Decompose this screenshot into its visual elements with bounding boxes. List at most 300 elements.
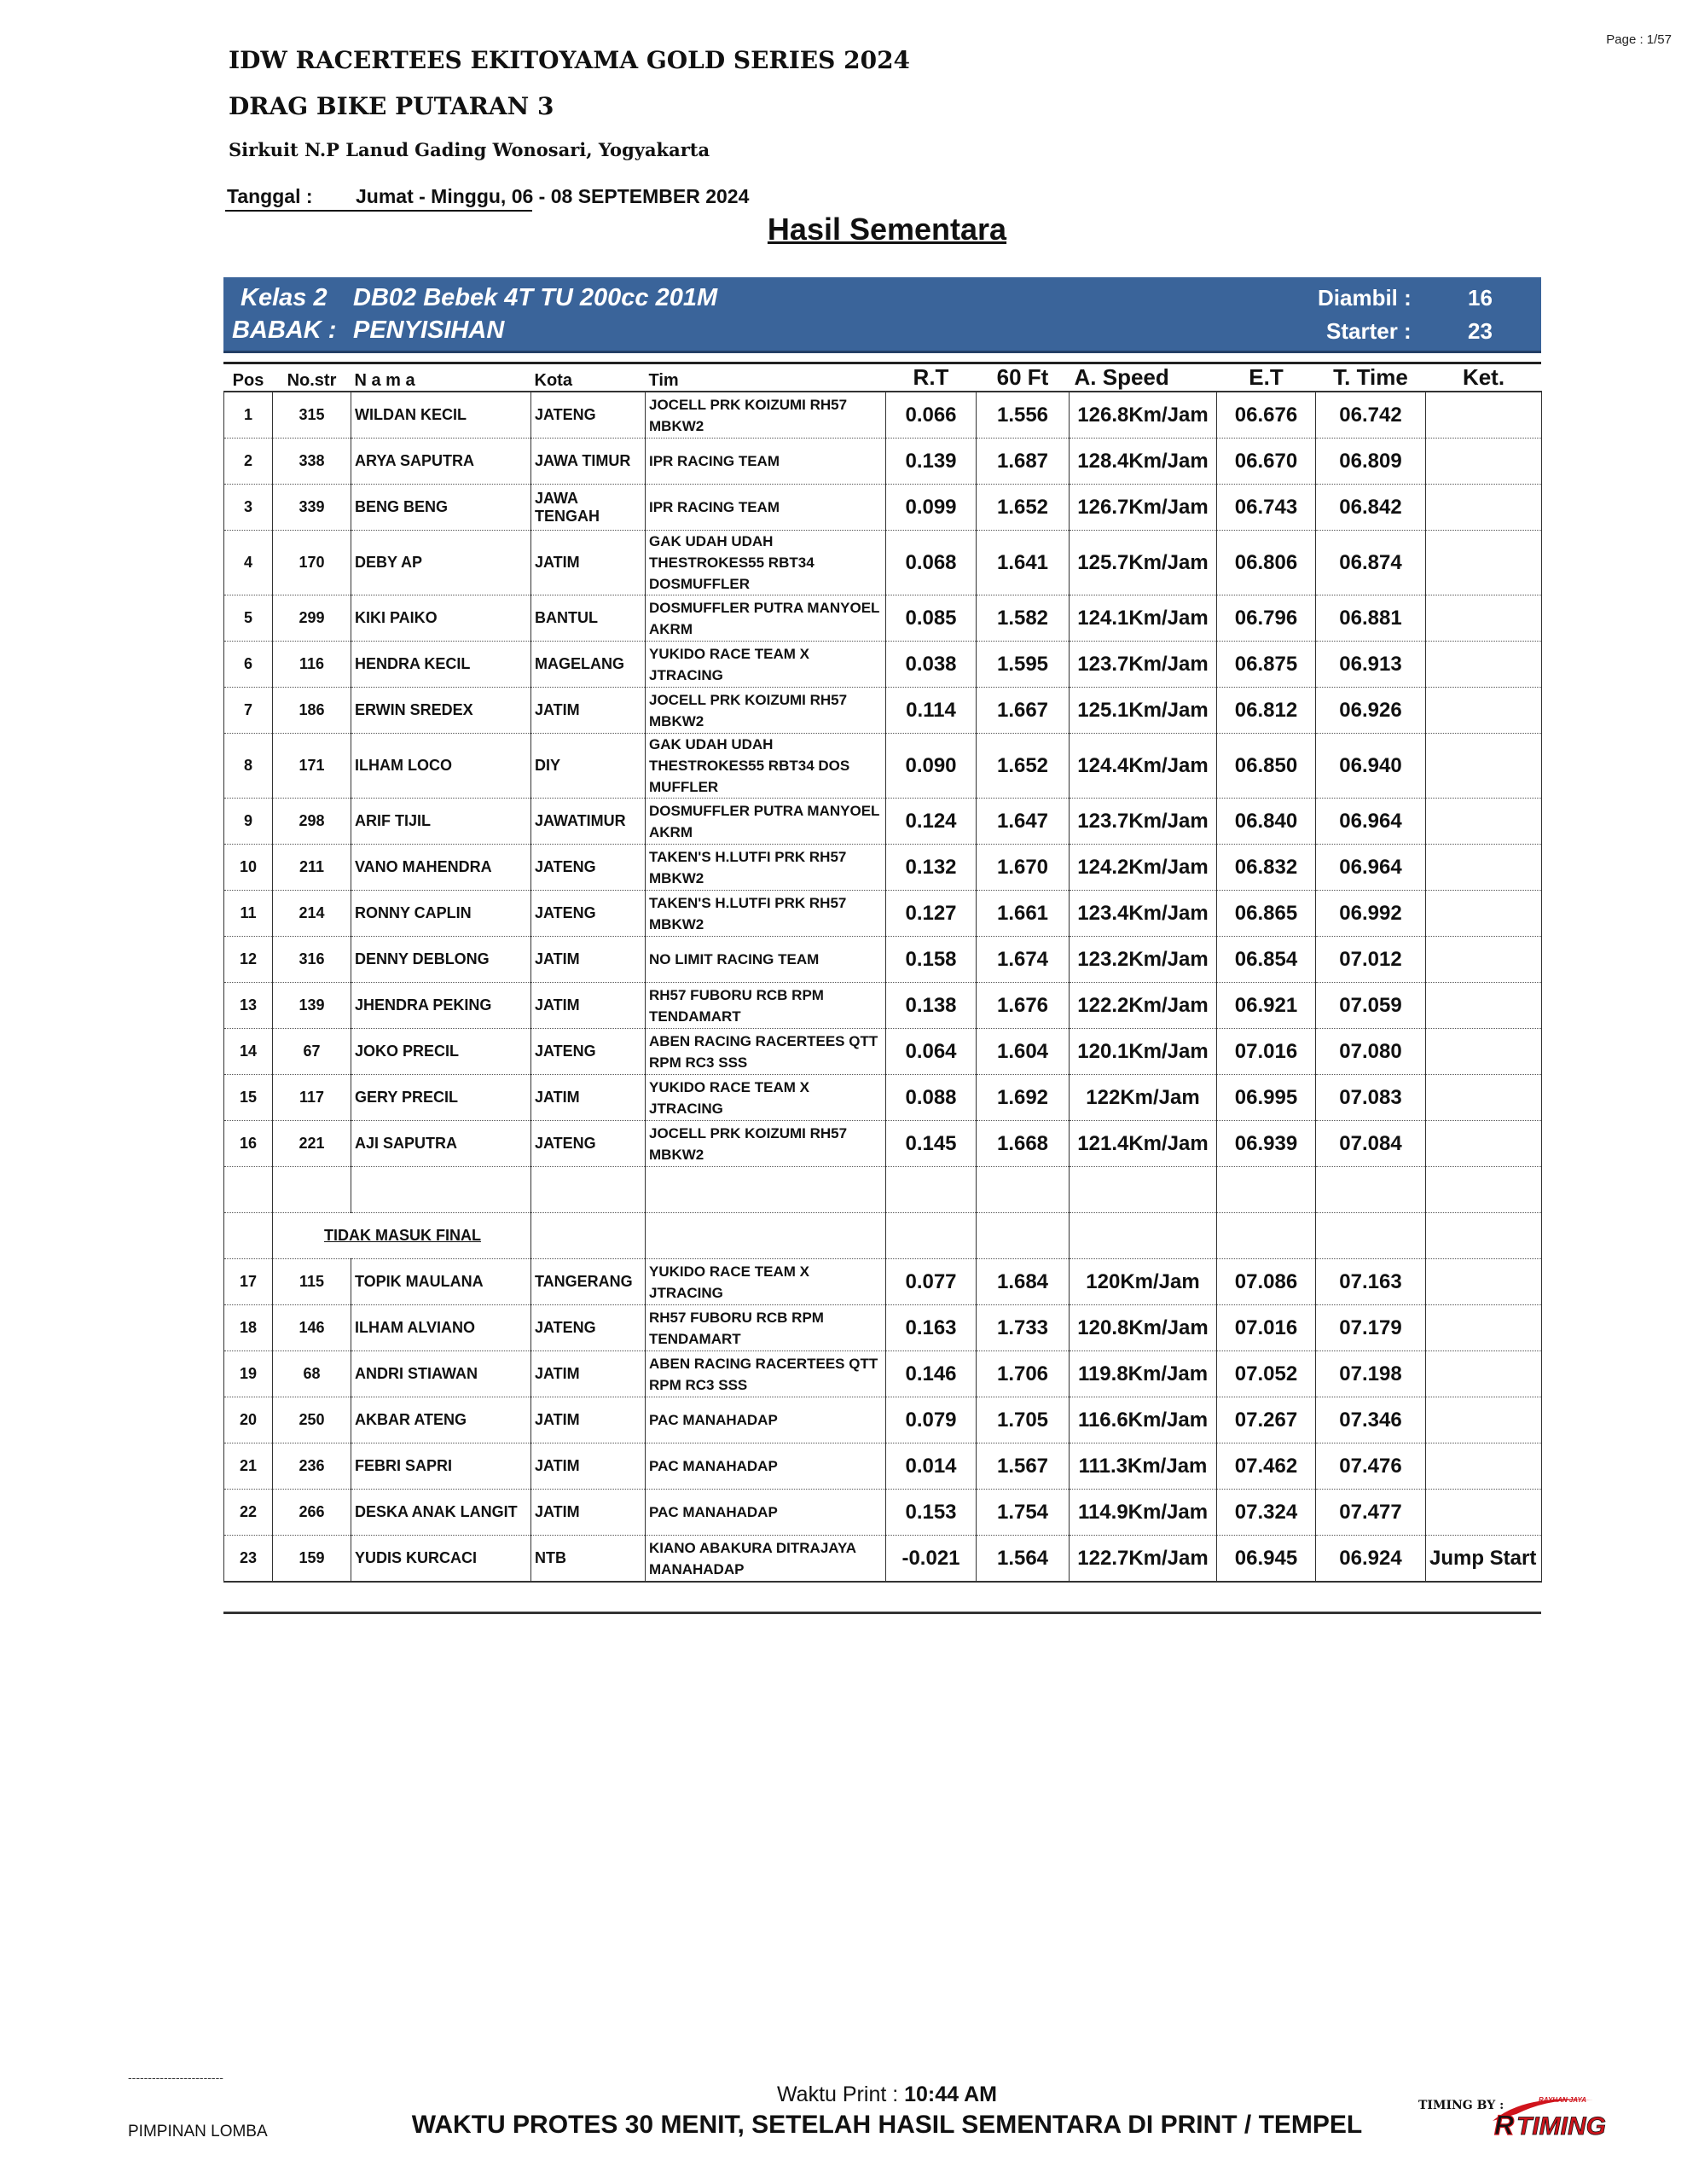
empty-cell xyxy=(531,1167,646,1213)
cell-city: JATIM xyxy=(531,531,646,595)
cell-city: JATIM xyxy=(531,1075,646,1121)
cell-team: RH57 FUBORU RCB RPM TENDAMART xyxy=(646,1305,886,1351)
empty-cell xyxy=(224,1213,273,1259)
cell-avg-speed: 123.2Km/Jam xyxy=(1070,937,1217,983)
cell-rider-name: FEBRI SAPRI xyxy=(351,1443,531,1490)
empty-cell xyxy=(1217,1213,1316,1259)
cell-team: IPR RACING TEAM xyxy=(646,439,886,485)
cell-sixty-ft: 1.676 xyxy=(977,983,1070,1029)
cell-elapsed-time: 06.945 xyxy=(1217,1536,1316,1583)
cell-rider-name: ILHAM LOCO xyxy=(351,734,531,799)
cell-remark xyxy=(1426,845,1542,891)
cell-elapsed-time: 06.850 xyxy=(1217,734,1316,799)
cell-elapsed-time: 07.086 xyxy=(1217,1259,1316,1305)
cell-elapsed-time: 07.016 xyxy=(1217,1305,1316,1351)
cell-remark xyxy=(1426,799,1542,845)
cell-start-number: 338 xyxy=(273,439,351,485)
cell-total-time: 07.179 xyxy=(1316,1305,1426,1351)
signature-label: PIMPINAN LOMBA xyxy=(128,2123,268,2140)
cell-start-number: 68 xyxy=(273,1351,351,1397)
cell-rider-name: RONNY CAPLIN xyxy=(351,891,531,937)
cell-elapsed-time: 07.016 xyxy=(1217,1029,1316,1075)
empty-cell xyxy=(273,1167,351,1213)
cell-reaction-time: 0.014 xyxy=(886,1443,977,1490)
cell-rider-name: DESKA ANAK LANGIT xyxy=(351,1490,531,1536)
cell-reaction-time: 0.114 xyxy=(886,688,977,734)
cell-elapsed-time: 06.670 xyxy=(1217,439,1316,485)
table-row xyxy=(224,688,1542,734)
cell-reaction-time: 0.158 xyxy=(886,937,977,983)
cell-total-time: 07.012 xyxy=(1316,937,1426,983)
cell-rider-name: ANDRI STIAWAN xyxy=(351,1351,531,1397)
cell-start-number: 211 xyxy=(273,845,351,891)
circuit-name: Sirkuit N.P Lanud Gading Wonosari, Yogyakarta xyxy=(229,139,710,160)
cell-start-number: 117 xyxy=(273,1075,351,1121)
print-time-label: Waktu Print : xyxy=(777,2082,905,2106)
cell-start-number: 170 xyxy=(273,531,351,595)
cell-total-time: 06.940 xyxy=(1316,734,1426,799)
cell-rider-name: ARIF TIJIL xyxy=(351,799,531,845)
cell-team: TAKEN'S H.LUTFI PRK RH57 MBKW2 xyxy=(646,845,886,891)
cell-elapsed-time: 06.995 xyxy=(1217,1075,1316,1121)
cell-total-time: 07.080 xyxy=(1316,1029,1426,1075)
col-header-nostr: No.str xyxy=(287,371,337,390)
cell-sixty-ft: 1.556 xyxy=(977,392,1070,439)
cell-avg-speed: 125.7Km/Jam xyxy=(1070,531,1217,595)
cell-total-time: 07.059 xyxy=(1316,983,1426,1029)
col-header-rt: R.T xyxy=(913,364,949,390)
cell-sixty-ft: 1.667 xyxy=(977,688,1070,734)
cell-city: BANTUL xyxy=(531,595,646,642)
col-header-pos: Pos xyxy=(232,371,264,390)
cell-rider-name: YUDIS KURCACI xyxy=(351,1536,531,1583)
cell-start-number: 316 xyxy=(273,937,351,983)
table-row xyxy=(224,937,1542,983)
cell-remark xyxy=(1426,891,1542,937)
cell-sixty-ft: 1.652 xyxy=(977,485,1070,531)
cell-start-number: 115 xyxy=(273,1259,351,1305)
cell-city: JATENG xyxy=(531,891,646,937)
cell-avg-speed: 122Km/Jam xyxy=(1070,1075,1217,1121)
cell-pos: 8 xyxy=(224,734,273,799)
cell-rider-name: VANO MAHENDRA xyxy=(351,845,531,891)
cell-start-number: 186 xyxy=(273,688,351,734)
cell-total-time: 06.881 xyxy=(1316,595,1426,642)
cell-team: TAKEN'S H.LUTFI PRK RH57 MBKW2 xyxy=(646,891,886,937)
cell-team: JOCELL PRK KOIZUMI RH57 MBKW2 xyxy=(646,392,886,439)
cell-avg-speed: 122.7Km/Jam xyxy=(1070,1536,1217,1583)
cell-sixty-ft: 1.674 xyxy=(977,937,1070,983)
cell-elapsed-time: 06.812 xyxy=(1217,688,1316,734)
cell-elapsed-time: 07.267 xyxy=(1217,1397,1316,1443)
cell-avg-speed: 114.9Km/Jam xyxy=(1070,1490,1217,1536)
date-value: Jumat - Minggu, 06 - 08 SEPTEMBER 2024 xyxy=(356,185,750,207)
empty-cell xyxy=(1426,1213,1542,1259)
cell-avg-speed: 124.4Km/Jam xyxy=(1070,734,1217,799)
cell-sixty-ft: 1.647 xyxy=(977,799,1070,845)
table-row xyxy=(224,1443,1542,1490)
cell-pos: 9 xyxy=(224,799,273,845)
cell-start-number: 299 xyxy=(273,595,351,642)
cell-avg-speed: 124.2Km/Jam xyxy=(1070,845,1217,891)
table-row xyxy=(224,1305,1542,1351)
empty-cell xyxy=(886,1167,977,1213)
cell-remark xyxy=(1426,485,1542,531)
table-row xyxy=(224,485,1542,531)
col-header-60ft: 60 Ft xyxy=(996,364,1049,390)
cell-city: MAGELANG xyxy=(531,642,646,688)
cell-sixty-ft: 1.668 xyxy=(977,1121,1070,1167)
empty-cell xyxy=(977,1167,1070,1213)
cell-reaction-time: 0.153 xyxy=(886,1490,977,1536)
cell-sixty-ft: 1.641 xyxy=(977,531,1070,595)
result-title: Hasil Sementara xyxy=(767,212,1007,247)
cell-pos: 15 xyxy=(224,1075,273,1121)
cell-team: GAK UDAH UDAH THESTROKES55 RBT34 DOS MUFFLER xyxy=(646,734,886,799)
empty-cell xyxy=(224,1167,273,1213)
table-row xyxy=(224,1351,1542,1397)
cell-avg-speed: 120.8Km/Jam xyxy=(1070,1305,1217,1351)
cell-total-time: 07.477 xyxy=(1316,1490,1426,1536)
col-header-et: E.T xyxy=(1249,364,1284,390)
cell-sixty-ft: 1.670 xyxy=(977,845,1070,891)
class-banner xyxy=(223,277,1541,353)
cell-sixty-ft: 1.652 xyxy=(977,734,1070,799)
cell-pos: 6 xyxy=(224,642,273,688)
cell-pos: 22 xyxy=(224,1490,273,1536)
cell-pos: 7 xyxy=(224,688,273,734)
empty-cell xyxy=(646,1167,886,1213)
cell-pos: 11 xyxy=(224,891,273,937)
cell-total-time: 06.964 xyxy=(1316,799,1426,845)
cell-reaction-time: 0.139 xyxy=(886,439,977,485)
cell-remark xyxy=(1426,595,1542,642)
cell-rider-name: BENG BENG xyxy=(351,485,531,531)
cell-start-number: 171 xyxy=(273,734,351,799)
empty-cell xyxy=(1070,1213,1217,1259)
timing-logo xyxy=(1491,2088,1636,2140)
cell-reaction-time: 0.085 xyxy=(886,595,977,642)
cell-start-number: 315 xyxy=(273,392,351,439)
cell-start-number: 116 xyxy=(273,642,351,688)
cell-pos: 2 xyxy=(224,439,273,485)
cell-remark xyxy=(1426,1075,1542,1121)
table-row xyxy=(224,531,1542,595)
cell-total-time: 07.084 xyxy=(1316,1121,1426,1167)
cell-sixty-ft: 1.692 xyxy=(977,1075,1070,1121)
table-row xyxy=(224,1075,1542,1121)
cell-total-time: 07.163 xyxy=(1316,1259,1426,1305)
cell-city: TANGERANG xyxy=(531,1259,646,1305)
empty-cell xyxy=(1426,1167,1542,1213)
cell-sixty-ft: 1.684 xyxy=(977,1259,1070,1305)
cell-remark xyxy=(1426,1259,1542,1305)
diambil-label: Diambil : xyxy=(1318,285,1412,311)
cell-sixty-ft: 1.687 xyxy=(977,439,1070,485)
empty-cell xyxy=(977,1213,1070,1259)
cell-city: JATIM xyxy=(531,1443,646,1490)
cell-city: JATIM xyxy=(531,983,646,1029)
cell-remark xyxy=(1426,983,1542,1029)
non-final-label: TIDAK MASUK FINAL xyxy=(273,1213,531,1259)
cell-reaction-time: 0.127 xyxy=(886,891,977,937)
cell-elapsed-time: 07.052 xyxy=(1217,1351,1316,1397)
cell-remark xyxy=(1426,1443,1542,1490)
cell-city: JATENG xyxy=(531,1029,646,1075)
section-label-row xyxy=(224,1213,1542,1259)
cell-reaction-time: 0.064 xyxy=(886,1029,977,1075)
cell-total-time: 07.083 xyxy=(1316,1075,1426,1121)
cell-city: JATIM xyxy=(531,1397,646,1443)
cell-remark xyxy=(1426,1305,1542,1351)
cell-team: IPR RACING TEAM xyxy=(646,485,886,531)
cell-avg-speed: 120Km/Jam xyxy=(1070,1259,1217,1305)
empty-cell xyxy=(351,1167,531,1213)
cell-team: ABEN RACING RACERTEES QTT RPM RC3 SSS xyxy=(646,1351,886,1397)
cell-city: JATIM xyxy=(531,1351,646,1397)
cell-reaction-time: 0.038 xyxy=(886,642,977,688)
babak-name: PENYISIHAN xyxy=(353,317,505,344)
cell-start-number: 139 xyxy=(273,983,351,1029)
cell-pos: 10 xyxy=(224,845,273,891)
cell-start-number: 214 xyxy=(273,891,351,937)
cell-rider-name: TOPIK MAULANA xyxy=(351,1259,531,1305)
cell-team: PAC MANAHADAP xyxy=(646,1397,886,1443)
cell-team: YUKIDO RACE TEAM X JTRACING xyxy=(646,642,886,688)
cell-city: JATIM xyxy=(531,937,646,983)
cell-rider-name: ILHAM ALVIANO xyxy=(351,1305,531,1351)
cell-city: JATENG xyxy=(531,1121,646,1167)
cell-team: NO LIMIT RACING TEAM xyxy=(646,937,886,983)
table-row xyxy=(224,1490,1542,1536)
cell-team: KIANO ABAKURA DITRAJAYA MANAHADAP xyxy=(646,1536,886,1583)
cell-total-time: 06.874 xyxy=(1316,531,1426,595)
cell-total-time: 07.476 xyxy=(1316,1443,1426,1490)
cell-avg-speed: 119.8Km/Jam xyxy=(1070,1351,1217,1397)
empty-cell xyxy=(531,1213,646,1259)
cell-reaction-time: 0.163 xyxy=(886,1305,977,1351)
cell-team: DOSMUFFLER PUTRA MANYOEL AKRM xyxy=(646,595,886,642)
page-number: Page : 1/57 xyxy=(1606,32,1672,47)
table-row xyxy=(224,1536,1542,1583)
cell-sixty-ft: 1.567 xyxy=(977,1443,1070,1490)
cell-pos: 16 xyxy=(224,1121,273,1167)
table-row xyxy=(224,642,1542,688)
cell-reaction-time: 0.090 xyxy=(886,734,977,799)
cell-start-number: 221 xyxy=(273,1121,351,1167)
cell-elapsed-time: 06.676 xyxy=(1217,392,1316,439)
cell-city: JAWA TIMUR xyxy=(531,439,646,485)
starter-label: Starter : xyxy=(1326,318,1412,344)
table-bottom-rule xyxy=(223,1612,1541,1614)
kelas-name: DB02 Bebek 4T TU 200cc 201M xyxy=(353,284,718,311)
cell-pos: 21 xyxy=(224,1443,273,1490)
cell-start-number: 266 xyxy=(273,1490,351,1536)
cell-reaction-time: 0.068 xyxy=(886,531,977,595)
cell-remark xyxy=(1426,439,1542,485)
cell-start-number: 250 xyxy=(273,1397,351,1443)
cell-team: YUKIDO RACE TEAM X JTRACING xyxy=(646,1075,886,1121)
logo-small-text: RAYHAN JAYA xyxy=(1539,2096,1587,2104)
cell-avg-speed: 124.1Km/Jam xyxy=(1070,595,1217,642)
cell-remark xyxy=(1426,1029,1542,1075)
cell-pos: 13 xyxy=(224,983,273,1029)
empty-cell xyxy=(1070,1167,1217,1213)
cell-elapsed-time: 06.806 xyxy=(1217,531,1316,595)
starter-value: 23 xyxy=(1468,318,1493,344)
cell-pos: 19 xyxy=(224,1351,273,1397)
cell-pos: 23 xyxy=(224,1536,273,1583)
cell-sixty-ft: 1.733 xyxy=(977,1305,1070,1351)
table-row xyxy=(224,595,1542,642)
cell-pos: 18 xyxy=(224,1305,273,1351)
babak-label: BABAK : xyxy=(232,317,337,344)
cell-team: DOSMUFFLER PUTRA MANYOEL AKRM xyxy=(646,799,886,845)
cell-elapsed-time: 06.796 xyxy=(1217,595,1316,642)
table-row xyxy=(224,891,1542,937)
cell-remark xyxy=(1426,392,1542,439)
cell-elapsed-time: 06.865 xyxy=(1217,891,1316,937)
cell-start-number: 146 xyxy=(273,1305,351,1351)
empty-cell xyxy=(886,1213,977,1259)
col-header-kota: Kota xyxy=(534,371,572,390)
table-row xyxy=(224,799,1542,845)
cell-avg-speed: 116.6Km/Jam xyxy=(1070,1397,1217,1443)
cell-avg-speed: 123.7Km/Jam xyxy=(1070,642,1217,688)
cell-avg-speed: 122.2Km/Jam xyxy=(1070,983,1217,1029)
empty-cell xyxy=(646,1213,886,1259)
cell-pos: 5 xyxy=(224,595,273,642)
cell-reaction-time: 0.088 xyxy=(886,1075,977,1121)
date-label: Tanggal : xyxy=(227,185,313,207)
cell-rider-name: AJI SAPUTRA xyxy=(351,1121,531,1167)
cell-city: JATENG xyxy=(531,845,646,891)
event-subtitle: DRAG BIKE PUTARAN 3 xyxy=(229,92,554,120)
cell-avg-speed: 126.7Km/Jam xyxy=(1070,485,1217,531)
cell-rider-name: ARYA SAPUTRA xyxy=(351,439,531,485)
cell-sixty-ft: 1.705 xyxy=(977,1397,1070,1443)
cell-total-time: 06.742 xyxy=(1316,392,1426,439)
cell-remark xyxy=(1426,1121,1542,1167)
cell-avg-speed: 123.4Km/Jam xyxy=(1070,891,1217,937)
cell-elapsed-time: 07.324 xyxy=(1217,1490,1316,1536)
cell-pos: 1 xyxy=(224,392,273,439)
cell-city: JATIM xyxy=(531,1490,646,1536)
logo-r-letter: R xyxy=(1494,2110,1515,2140)
col-header-tim: Tim xyxy=(648,371,679,390)
col-header-ttime: T. Time xyxy=(1333,364,1408,390)
cell-pos: 14 xyxy=(224,1029,273,1075)
cell-avg-speed: 125.1Km/Jam xyxy=(1070,688,1217,734)
col-header-ket: Ket. xyxy=(1462,364,1505,390)
kelas-label: Kelas 2 xyxy=(241,284,328,311)
cell-total-time: 07.346 xyxy=(1316,1397,1426,1443)
cell-sixty-ft: 1.564 xyxy=(977,1536,1070,1583)
cell-team: PAC MANAHADAP xyxy=(646,1443,886,1490)
signature-line: ------------------------ xyxy=(128,2071,223,2084)
cell-sixty-ft: 1.604 xyxy=(977,1029,1070,1075)
cell-city: JATENG xyxy=(531,392,646,439)
cell-reaction-time: 0.132 xyxy=(886,845,977,891)
cell-start-number: 298 xyxy=(273,799,351,845)
cell-remark xyxy=(1426,1490,1542,1536)
empty-cell xyxy=(1316,1213,1426,1259)
print-time-value: 10:44 AM xyxy=(904,2082,997,2106)
cell-rider-name: DENNY DEBLONG xyxy=(351,937,531,983)
cell-rider-name: AKBAR ATENG xyxy=(351,1397,531,1443)
cell-remark xyxy=(1426,937,1542,983)
cell-elapsed-time: 06.854 xyxy=(1217,937,1316,983)
cell-sixty-ft: 1.754 xyxy=(977,1490,1070,1536)
cell-city: JATIM xyxy=(531,688,646,734)
cell-team: YUKIDO RACE TEAM X JTRACING xyxy=(646,1259,886,1305)
cell-start-number: 67 xyxy=(273,1029,351,1075)
event-title: IDW RACERTEES EKITOYAMA GOLD SERIES 2024 xyxy=(229,46,911,74)
cell-rider-name: KIKI PAIKO xyxy=(351,595,531,642)
cell-avg-speed: 126.8Km/Jam xyxy=(1070,392,1217,439)
cell-total-time: 06.992 xyxy=(1316,891,1426,937)
cell-reaction-time: 0.138 xyxy=(886,983,977,1029)
table-row xyxy=(224,1029,1542,1075)
col-header-speed: A. Speed xyxy=(1074,364,1169,390)
cell-team: JOCELL PRK KOIZUMI RH57 MBKW2 xyxy=(646,1121,886,1167)
table-header-row xyxy=(224,364,1542,392)
cell-sixty-ft: 1.706 xyxy=(977,1351,1070,1397)
cell-elapsed-time: 06.743 xyxy=(1217,485,1316,531)
cell-start-number: 339 xyxy=(273,485,351,531)
cell-reaction-time: -0.021 xyxy=(886,1536,977,1583)
cell-reaction-time: 0.079 xyxy=(886,1397,977,1443)
cell-sixty-ft: 1.582 xyxy=(977,595,1070,642)
cell-reaction-time: 0.077 xyxy=(886,1259,977,1305)
cell-rider-name: JOKO PRECIL xyxy=(351,1029,531,1075)
timing-by-label: TIMING BY : xyxy=(1418,2099,1504,2112)
cell-city: DIY xyxy=(531,734,646,799)
cell-rider-name: JHENDRA PEKING xyxy=(351,983,531,1029)
cell-team: PAC MANAHADAP xyxy=(646,1490,886,1536)
cell-remark xyxy=(1426,642,1542,688)
cell-elapsed-time: 06.921 xyxy=(1217,983,1316,1029)
col-header-nama: N a m a xyxy=(354,371,415,390)
cell-avg-speed: 120.1Km/Jam xyxy=(1070,1029,1217,1075)
table-row xyxy=(224,845,1542,891)
cell-elapsed-time: 06.832 xyxy=(1217,845,1316,891)
cell-rider-name: WILDAN KECIL xyxy=(351,392,531,439)
cell-total-time: 07.198 xyxy=(1316,1351,1426,1397)
cell-start-number: 236 xyxy=(273,1443,351,1490)
cell-avg-speed: 128.4Km/Jam xyxy=(1070,439,1217,485)
results-table xyxy=(223,364,1542,1583)
cell-avg-speed: 123.7Km/Jam xyxy=(1070,799,1217,845)
table-row xyxy=(224,1121,1542,1167)
cell-avg-speed: 121.4Km/Jam xyxy=(1070,1121,1217,1167)
cell-elapsed-time: 06.939 xyxy=(1217,1121,1316,1167)
cell-elapsed-time: 06.875 xyxy=(1217,642,1316,688)
empty-cell xyxy=(1316,1167,1426,1213)
table-row xyxy=(224,392,1542,439)
cell-total-time: 06.924 xyxy=(1316,1536,1426,1583)
cell-rider-name: GERY PRECIL xyxy=(351,1075,531,1121)
cell-remark: Jump Start xyxy=(1426,1536,1542,1583)
cell-city: JATENG xyxy=(531,1305,646,1351)
cell-remark xyxy=(1426,531,1542,595)
cell-total-time: 06.926 xyxy=(1316,688,1426,734)
cell-city: JAWA TENGAH xyxy=(531,485,646,531)
empty-cell xyxy=(1217,1167,1316,1213)
cell-team: RH57 FUBORU RCB RPM TENDAMART xyxy=(646,983,886,1029)
cell-remark xyxy=(1426,688,1542,734)
cell-city: NTB xyxy=(531,1536,646,1583)
